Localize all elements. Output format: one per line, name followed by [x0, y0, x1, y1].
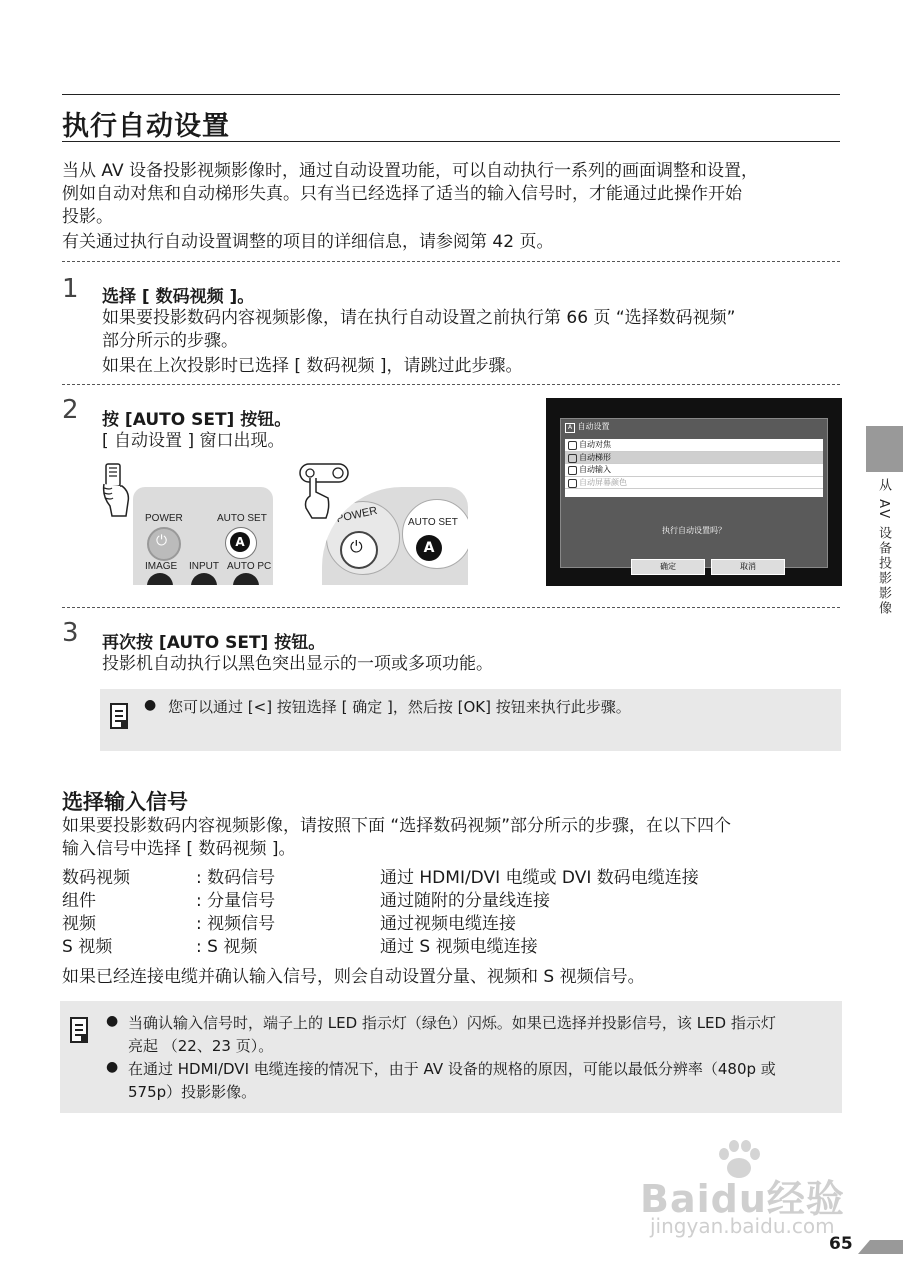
step-title: 选择 [ 数码视频 ]。 — [102, 287, 255, 307]
remote-control-photo — [133, 487, 273, 585]
section-text: 如果要投影数码内容视频影像，请按照下面 “选择数码视频”部分所示的步骤，在以下四个 — [62, 816, 732, 836]
list-item: 自动屏幕颜色 — [565, 477, 823, 490]
power-label: POWER — [335, 504, 379, 526]
top-rule — [62, 94, 840, 95]
autoset-a-icon: A — [230, 532, 250, 552]
step-text: [ 自动设置 ] 窗口出现。 — [102, 431, 285, 451]
focus-icon — [568, 441, 577, 450]
image-label: IMAGE — [145, 561, 178, 572]
cancel-button[interactable]: 取消 — [711, 559, 785, 575]
autoset-a-icon: A — [416, 535, 442, 561]
note-icon — [70, 1017, 88, 1043]
page-corner-bar — [858, 1240, 903, 1254]
power-icon: ⏻ — [350, 537, 363, 556]
autopc-label: AUTO PC — [227, 561, 272, 572]
step-number: 3 — [62, 618, 79, 648]
input-button — [191, 573, 217, 585]
note-box — [60, 1001, 842, 1113]
divider — [62, 384, 840, 385]
intro-line-2: 例如自动对焦和自动梯形失真。只有当已经选择了适当的输入信号时，才能通过此操作开始 — [62, 184, 742, 204]
power-icon: ⏻ — [156, 533, 168, 549]
signal-type: : S 视频 — [196, 937, 258, 957]
function-list — [565, 439, 823, 497]
autoset-label: AUTO SET — [408, 517, 458, 528]
auto-setup-screen — [546, 398, 842, 586]
image-button — [147, 573, 173, 585]
signal-type: : 视频信号 — [196, 914, 276, 934]
section-tab — [866, 426, 903, 472]
divider — [62, 607, 840, 608]
input-icon — [568, 466, 577, 475]
side-label: 从 AV 设备投影影像 — [876, 478, 891, 617]
intro-line-3: 投影。 — [62, 207, 113, 227]
signal-type: : 分量信号 — [196, 891, 276, 911]
section-heading: 选择输入信号 — [62, 790, 188, 814]
step-number: 1 — [62, 274, 79, 304]
watermark-brand: Baidu经验 — [640, 1177, 845, 1221]
note-text: 亮起 （22、23 页）。 — [128, 1037, 274, 1055]
signal-desc: 通过视频电缆连接 — [380, 914, 516, 934]
step-number: 2 — [62, 395, 79, 425]
step-text: 投影机自动执行以黑色突出显示的一项或多项功能。 — [102, 654, 493, 674]
power-label: POWER — [145, 513, 183, 524]
section-text: 输入信号中选择 [ 数码视频 ]。 — [62, 839, 296, 859]
step-title: 再次按 [AUTO SET] 按钮。 — [102, 633, 326, 653]
signal-name: 数码视频 — [62, 868, 130, 888]
note-icon — [110, 703, 128, 729]
signal-name: S 视频 — [62, 937, 113, 957]
bullet-icon: ● — [144, 697, 157, 713]
page-title: 执行自动设置 — [62, 111, 230, 142]
watermark-url: jingyan.baidu.com — [650, 1214, 835, 1238]
note-box — [100, 689, 841, 751]
autoset-label: AUTO SET — [217, 513, 267, 524]
divider — [62, 261, 840, 262]
step-text: 如果要投影数码内容视频影像，请在执行自动设置之前执行第 66 页 “选择数码视频” — [102, 308, 736, 328]
signal-type: : 数码信号 — [196, 868, 276, 888]
page-number: 65 — [829, 1234, 853, 1254]
auto-setup-window — [560, 418, 828, 571]
bullet-icon: ● — [106, 1059, 119, 1075]
note-text: 您可以通过 [<] 按钮选择 [ 确定 ]，然后按 [OK] 按钮来执行此步骤。 — [168, 698, 631, 716]
note-text: 在通过 HDMI/DVI 电缆连接的情况下，由于 AV 设备的规格的原因，可能以最低分辨率（480p 或 — [128, 1060, 776, 1078]
a-icon: A — [565, 423, 575, 433]
step-text: 如果在上次投影时已选择 [ 数码视频 ]，请跳过此步骤。 — [102, 356, 523, 376]
note-text: 575p）投影影像。 — [128, 1083, 257, 1101]
step-title: 按 [AUTO SET] 按钮。 — [102, 410, 292, 430]
signal-name: 组件 — [62, 891, 96, 911]
list-item[interactable]: 自动输入 — [565, 464, 823, 477]
step-text: 部分所示的步骤。 — [102, 331, 238, 351]
autopc-button — [233, 573, 259, 585]
hand-remote-icon — [100, 462, 134, 518]
signal-desc: 通过随附的分量线连接 — [380, 891, 550, 911]
ok-button[interactable]: 确定 — [631, 559, 705, 575]
keystone-icon — [568, 454, 577, 463]
list-item[interactable]: 自动梯形 — [565, 452, 823, 465]
screen-color-icon — [568, 479, 577, 488]
confirm-question: 执行自动设置吗？ — [662, 526, 726, 535]
window-title-text: 自动设置 — [577, 422, 610, 431]
section-text: 如果已经连接电缆并确认输入信号，则会自动设置分量、视频和 S 视频信号。 — [62, 967, 645, 987]
list-item[interactable]: 自动对焦 — [565, 439, 823, 452]
signal-desc: 通过 S 视频电缆连接 — [380, 937, 538, 957]
signal-desc: 通过 HDMI/DVI 电缆或 DVI 数码电缆连接 — [380, 868, 699, 888]
bullet-icon: ● — [106, 1013, 119, 1029]
signal-name: 视频 — [62, 914, 96, 934]
input-label: INPUT — [189, 561, 219, 572]
intro-line-1: 当从 AV 设备投影视频影像时，通过自动设置功能，可以自动执行一系列的画面调整和设置， — [62, 161, 758, 181]
note-text: 当确认输入信号时，端子上的 LED 指示灯（绿色）闪烁。如果已选择并投影信号，该 LED 指示灯 — [128, 1014, 776, 1032]
window-title — [561, 421, 827, 435]
intro-line-4: 有关通过执行自动设置调整的项目的详细信息，请参阅第 42 页。 — [62, 232, 554, 252]
title-underline — [62, 141, 840, 142]
